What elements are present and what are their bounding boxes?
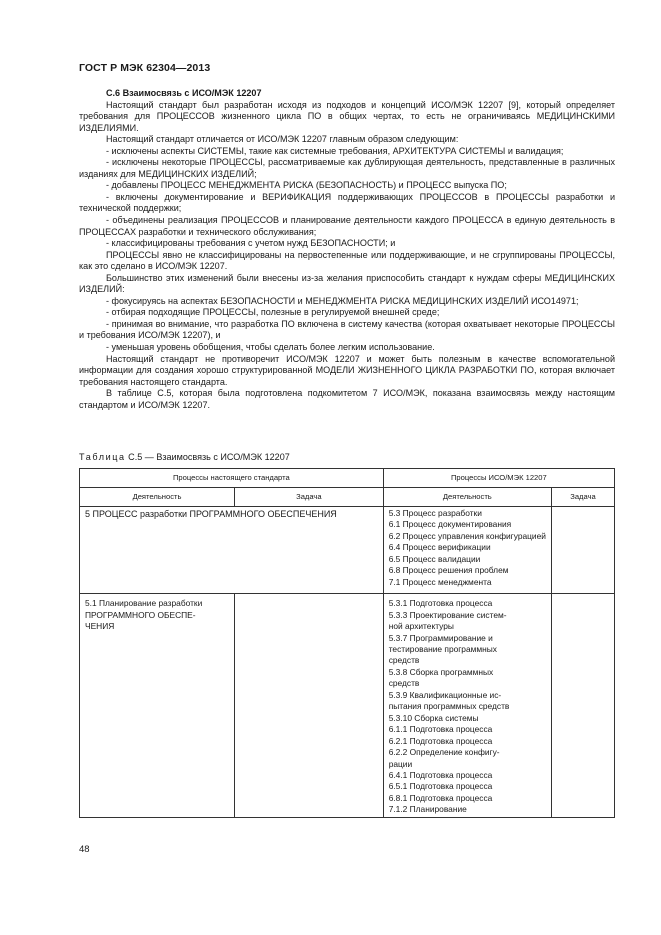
cell-line: 5.3 Процесс разработки <box>388 508 482 518</box>
column-header: Задача <box>551 488 614 507</box>
list-item: - исключены некоторые ПРОЦЕССЫ, рассматриваемые как дублирующая деятельность, представленные в различных изданиях для МЕДИЦИНСКИХ ИЗДЕЛИЙ; <box>79 157 615 179</box>
column-header: Деятельность <box>80 488 235 507</box>
cell-line: ЧЕНИЯ <box>85 621 115 632</box>
column-header: Деятельность <box>383 488 551 507</box>
cell-line: 6.4 Процесс верификации <box>388 542 491 553</box>
cell-line: 6.2.1 Подготовка процесса <box>388 735 493 746</box>
table-cell-iso-activity <box>383 507 551 594</box>
cell-line: 5.3.1 Подготовка процесса <box>388 598 493 609</box>
paragraph: ПРОЦЕССЫ явно не классифицированы на первостепенные или поддерживающие, и не сгруппированы ПРОЦЕССЫ, как это сделано в ИСО/МЭК 12207. <box>79 249 615 272</box>
cell-line: 6.2.2 Определение конфигу- <box>388 747 500 758</box>
cell-line: 6.4.1 Подготовка процесса <box>388 769 493 780</box>
cell-line: пытания программных средств <box>388 701 510 712</box>
table-row <box>80 594 615 818</box>
section-title: С.6 Взаимосвязь с ИСО/МЭК 12207 <box>106 88 262 98</box>
cell-line: 5.1 Планирование разработки <box>85 598 203 609</box>
paragraph: Настоящий стандарт был разработан исходя из подходов и концепций ИСО/МЭК 12207 [9], который определяет требования для ПРОЦЕССОВ жизненного цикла ПО в общих чертах, то есть не ограничиваясь МЕДИЦИНСКИМИ ИЗДЕЛИЯМИ. <box>79 99 615 133</box>
table-cell-activity: 5 ПРОЦЕСС разработки ПРОГРАММНОГО ОБЕСПЕЧЕНИЯ <box>80 507 384 594</box>
cell-line: 5.3.10 Сборка системы <box>388 712 479 723</box>
page-number: 48 <box>79 844 90 855</box>
paragraph: Большинство этих изменений были внесены из-за желания приспособить стандарт к нуждам сферы МЕДИЦИНСКИХ ИЗДЕЛИЙ: <box>79 272 615 295</box>
table-cell-iso-task <box>551 594 614 818</box>
cell-line: 7.1 Процесс менеджмента <box>388 576 492 587</box>
list-item: - отбирая подходящие ПРОЦЕССЫ, полезные в регулируемой внешней среде; <box>106 307 440 318</box>
list-item: - исключены аспекты СИСТЕМЫ, такие как системные требования, АРХИТЕКТУРА СИСТЕМЫ и валидация; <box>106 145 564 156</box>
list-item: - включены документирование и ВЕРИФИКАЦИЯ поддерживающих ПРОЦЕССОВ в ПРОЦЕССЫ разработки и технической поддержки; <box>79 191 615 214</box>
relation-table <box>79 468 615 818</box>
table-cell-activity <box>80 594 235 818</box>
list-item: - объединены реализация ПРОЦЕССОВ и планирование деятельности каждого ПРОЦЕССА в единую деятельность в ПРОЦЕССАХ разработки и технического обслуживания; <box>79 215 615 237</box>
cell-line: 5.3.8 Сборка программных <box>388 666 494 677</box>
table-cell-task <box>235 594 384 818</box>
table-cell-iso-task <box>551 507 614 594</box>
cell-line: рации <box>388 758 413 769</box>
table-row <box>80 507 615 594</box>
list-item: - классифицированы требования с учетом нужд БЕЗОПАСНОСТИ; и <box>106 238 396 249</box>
table-caption-prefix: Таблица <box>79 452 126 462</box>
cell-line: 6.2 Процесс управления конфигурацией <box>388 530 546 541</box>
list-item: - принимая во внимание, что разработка ПО включена в систему качества (которая охватывает некоторые ПРОЦЕССЫ и требования ИСО/МЭК 12207), и <box>79 318 615 341</box>
table-column-header-row <box>80 488 615 507</box>
cell-line: 6.8.1 Подготовка процесса <box>388 792 493 803</box>
body-text <box>79 88 615 411</box>
cell-line: 6.8 Процесс решения проблем <box>388 565 509 576</box>
group-header-iso-12207: Процессы ИСО/МЭК 12207 <box>383 469 614 488</box>
table-caption-text: С.5 — Взаимосвязь с ИСО/МЭК 12207 <box>125 452 290 462</box>
group-header-this-standard: Процессы настоящего стандарта <box>80 469 384 488</box>
cell-line: 6.1 Процесс документирования <box>388 519 512 530</box>
cell-line: 5.3.9 Квалификационные ис- <box>388 689 502 700</box>
cell-line: ПРОГРАММНОГО ОБЕСПЕ- <box>85 609 196 620</box>
cell-line: 6.1.1 Подготовка процесса <box>388 724 493 735</box>
paragraph: Настоящий стандарт отличается от ИСО/МЭК 12207 главным образом следующим: <box>106 134 459 145</box>
cell-line: средств <box>388 678 420 689</box>
list-item: - фокусируясь на аспектах БЕЗОПАСНОСТИ и МЕНЕДЖМЕНТА РИСКА МЕДИЦИНСКИХ ИЗДЕЛИЙ ИСО14971; <box>106 295 579 306</box>
paragraph: Настоящий стандарт не противоречит ИСО/МЭК 12207 и может быть полезным в качестве вспомогательной информации для создания хорошо структурированной МОДЕЛИ ЖИЗНЕННОГО ЦИКЛА РАЗРАБОТКИ ПО, которая включает требования настоящего стандарта. <box>79 353 615 387</box>
document-header: ГОСТ Р МЭК 62304—2013 <box>79 62 211 74</box>
cell-line: ной архитектуры <box>388 621 454 632</box>
cell-line: 6.5.1 Подготовка процесса <box>388 781 493 792</box>
table-group-header-row <box>80 469 615 488</box>
list-item: - добавлены ПРОЦЕСС МЕНЕДЖМЕНТА РИСКА (БЕЗОПАСНОСТЬ) и ПРОЦЕСС выпуска ПО; <box>106 180 507 191</box>
table-cell-iso-activity <box>383 594 551 818</box>
paragraph: В таблице С.5, которая была подготовлена подкомитетом 7 ИСО/МЭК, показана взаимосвязь между настоящим стандартом и ИСО/МЭК 12207. <box>79 388 615 410</box>
cell-line: 7.1.2 Планирование <box>388 804 467 815</box>
list-item: - уменьшая уровень обобщения, чтобы сделать более легким использование. <box>106 342 435 353</box>
column-header: Задача <box>235 488 384 507</box>
cell-line: 5.3.7 Программирование и <box>388 632 493 643</box>
cell-line: средств <box>388 655 420 666</box>
cell-line: 6.5 Процесс валидации <box>388 553 481 564</box>
cell-line: 5.3.3 Проектирование систем- <box>388 609 507 620</box>
table-caption <box>79 452 290 462</box>
cell-line: тестирование программных <box>388 643 497 654</box>
